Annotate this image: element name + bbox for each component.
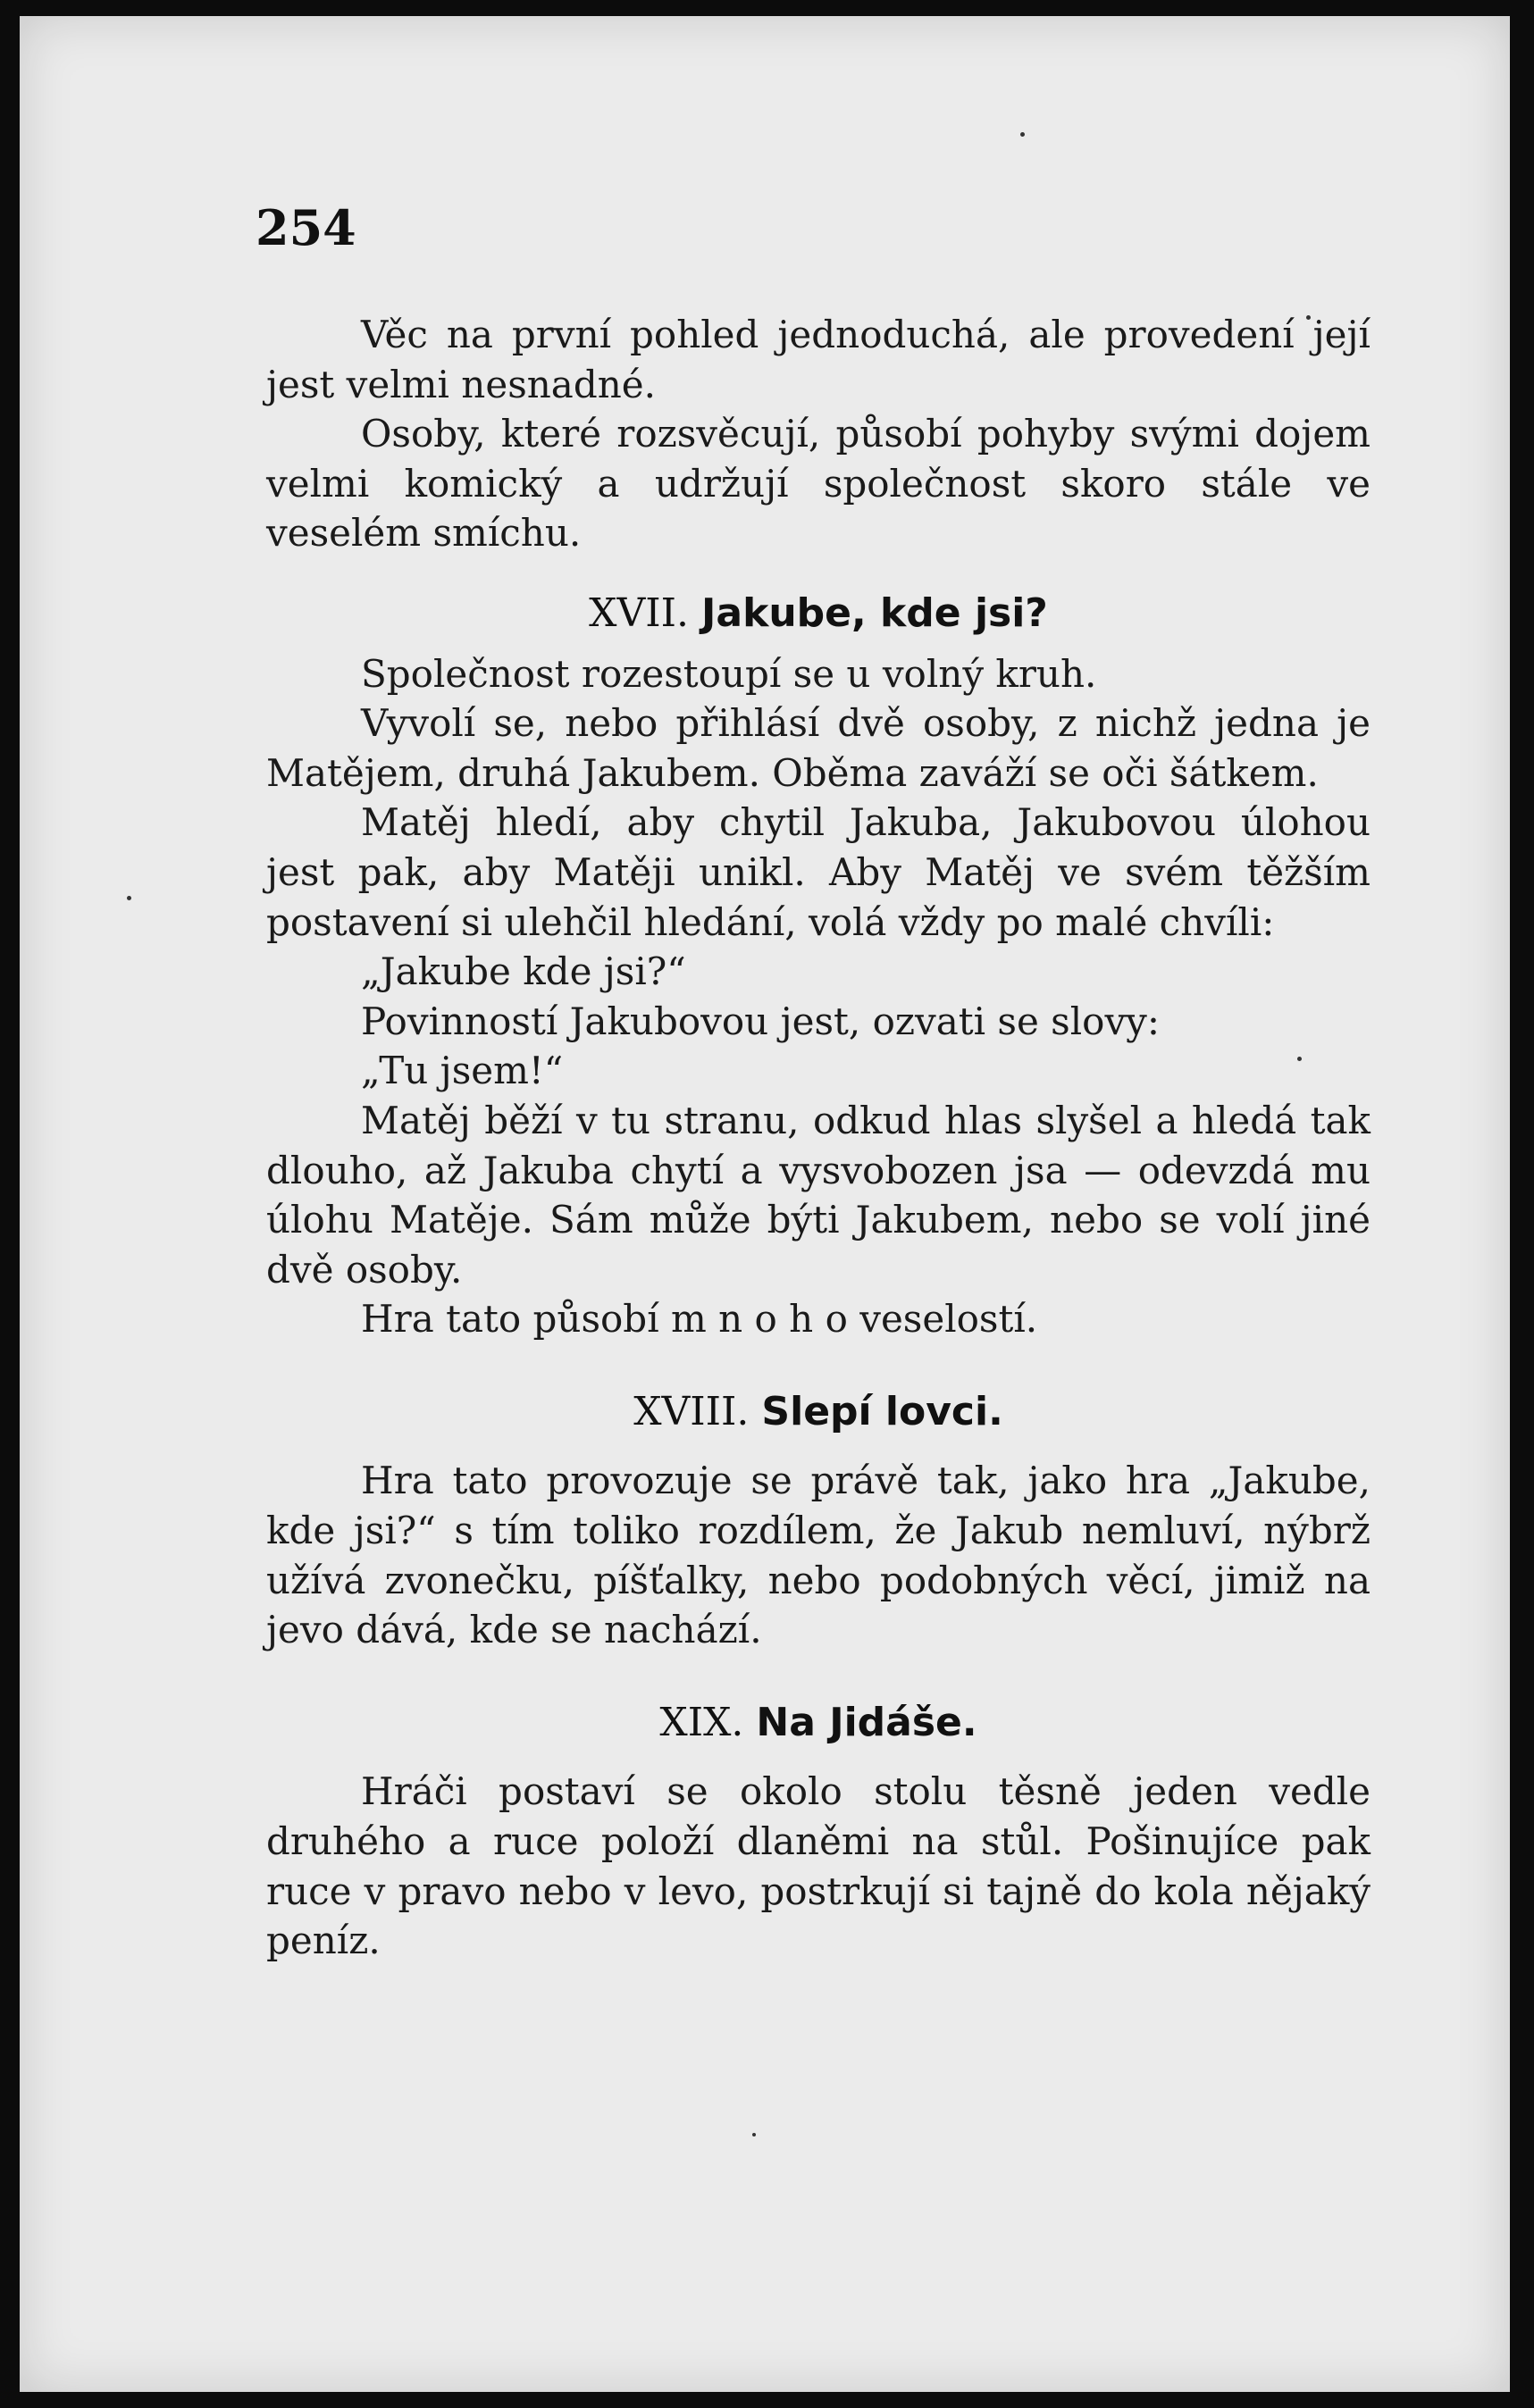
page-number: 254	[256, 199, 356, 256]
section-title: Slepí lovci.	[761, 1388, 1003, 1434]
section-number: XVIII.	[633, 1388, 750, 1434]
section-number: XIX.	[659, 1699, 744, 1745]
paragraph: Hra tato provozuje se právě tak, jako hra „Jakube, kde jsi?“ s tím toliko rozdílem, že Jakub nemluví, nýbrž užívá zvonečku, píšťalky, nebo podobných věcí, jimiž na jevo dává, kde se nachází.	[266, 1459, 1371, 1652]
paragraph: „Tu jsem!“	[361, 1049, 564, 1093]
paragraph: Vyvolí se, nebo přihlásí dvě osoby, z nichž jedna je Matějem, druhá Jakubem. Oběma zaváží se oči šátkem.	[266, 701, 1371, 795]
section-heading	[266, 589, 1371, 639]
section-title: Na Jidáše.	[756, 1699, 977, 1745]
section-heading	[266, 1387, 1371, 1437]
paragraph: Povinností Jakubovou jest, ozvati se slovy:	[361, 999, 1161, 1043]
paragraph: Matěj hledí, aby chytil Jakuba, Jakubovou úlohou jest pak, aby Matěji unikl. Aby Matěj ve svém těžším postavení si ulehčil hledání, volá vždy po malé chvíli:	[266, 800, 1371, 944]
paragraph: Hráči postaví se okolo stolu těsně jeden vedle druhého a ruce položí dlaněmi na stůl. Pošinujíce pak ruce v pravo nebo v levo, postrkují si tajně do kola nějaký peníz.	[266, 1769, 1371, 1963]
section-number: XVII.	[589, 589, 690, 636]
paragraph: Hra tato působí m n o h o veselostí.	[361, 1297, 1038, 1342]
paper-speck	[127, 896, 131, 900]
paper-speck	[1020, 132, 1025, 137]
section-title: Jakube, kde jsi?	[701, 589, 1048, 636]
paragraph: Společnost rozestoupí se u volný kruh.	[361, 651, 1097, 696]
paragraph: Osoby, které rozsvěcují, působí pohyby svými dojem velmi komický a udržují společnost skoro stále ve veselém smíchu.	[266, 412, 1371, 556]
paper-speck	[752, 2133, 756, 2136]
section-heading	[266, 1698, 1371, 1748]
paragraph: „Jakube kde jsi?“	[361, 949, 686, 994]
paragraph: Věc na první pohled jednoduchá, ale provedení její jest velmi nesnadné.	[266, 313, 1371, 406]
paragraph: Matěj běží v tu stranu, odkud hlas slyšel a hledá tak dlouho, až Jakuba chytí a vysvobozen jsa — odevzdá mu úlohu Matěje. Sám může býti Jakubem, nebo se volí jiné dvě osoby.	[266, 1098, 1371, 1292]
text-column	[266, 310, 1371, 1966]
